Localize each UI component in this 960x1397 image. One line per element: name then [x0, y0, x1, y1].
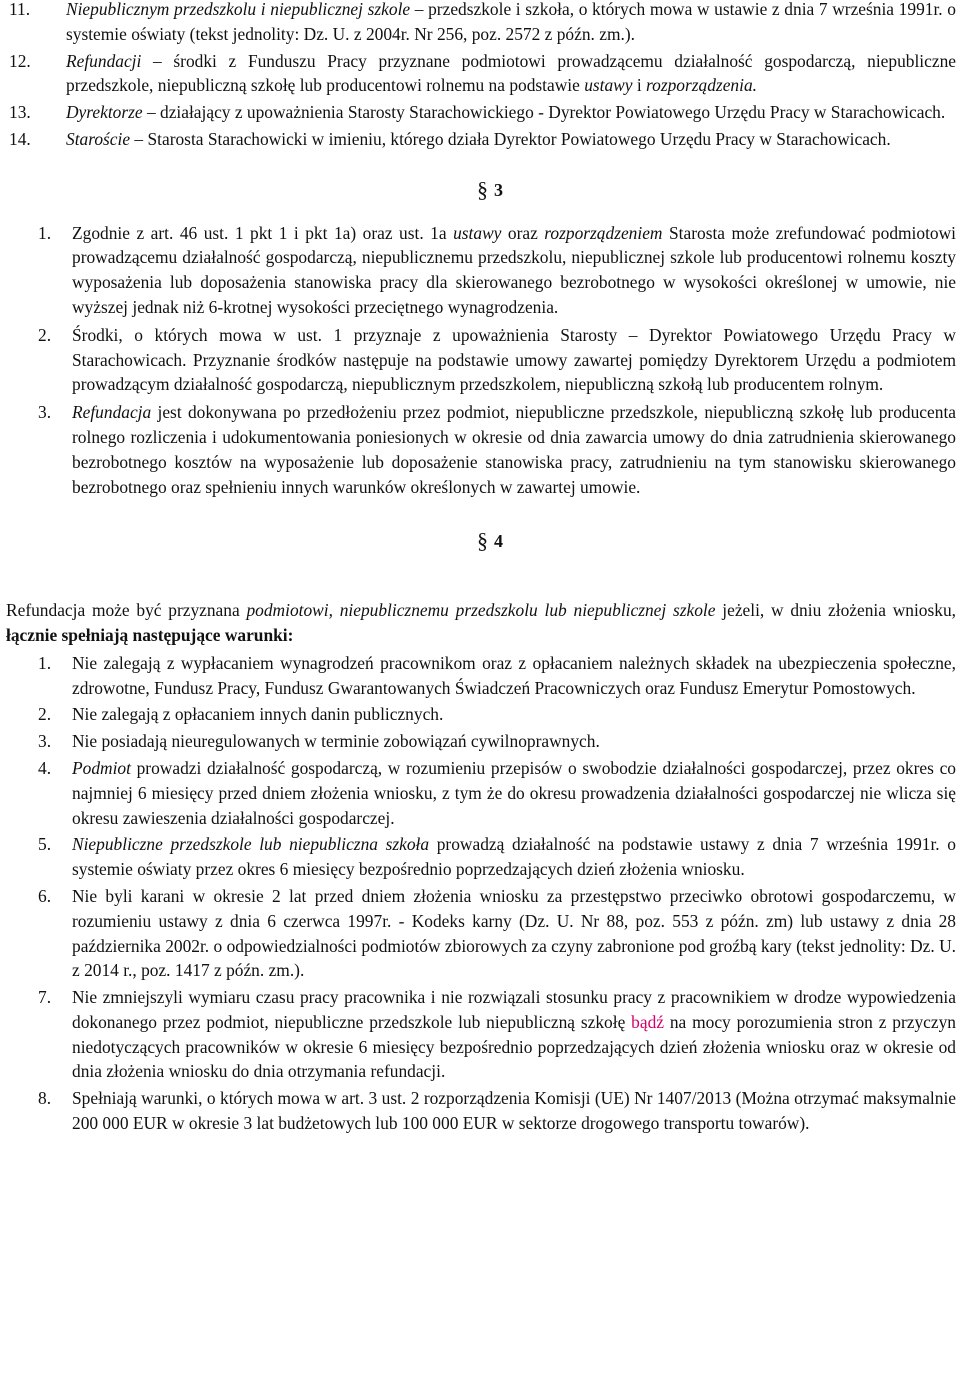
definition-item [6, 127, 956, 152]
text-run: – Starosta Starachowicki w imieniu, którego działa Dyrektor Powiatowego Urzędu Pracy w Starachowicach. [130, 128, 891, 149]
text-run: Nie posiadają nieuregulowanych w terminie zobowiązań cywilnoprawnych. [72, 731, 600, 752]
text-run: Nie byli karani w okresie 2 lat przed dniem złożenia wniosku za przestępstwo przeciwko obrotowi gospodarczemu, w rozumieniu ustawy z dnia 6 czerwca 1997r. - Kodeks karny (Dz. U. Nr 88, poz. 553 z późn. zm) lub ustawy z dnia 28 października 2002r. o odpowiedzialności podmiotów zbiorowych za czyny zabronione pod groźbą kary (tekst jednolity: Dz. U. z 2014 r., poz. 1417 z późn. zm.). [72, 885, 956, 981]
section-3-item [6, 323, 956, 397]
item-text [72, 729, 956, 754]
text-run: Podmiot [72, 757, 131, 778]
definitions-list [6, 0, 956, 152]
section-number: 4 [494, 531, 503, 552]
text-run: Nie zalegają z wypłacaniem wynagrodzeń pracownikom oraz z opłacaniem należnych składek na ubezpieczenia społeczne, zdrowotne, Fundusz Pracy, Fundusz Gwarantowanych Świadczeń Pracowniczych oraz Fundusz Emerytur Pomostowych. [72, 652, 956, 698]
text-run: łącznie spełniają następujące warunki: [6, 624, 294, 645]
text-run: Staroście [66, 128, 131, 149]
item-number: 7. [38, 987, 52, 1008]
item-number: 13. [9, 102, 31, 123]
condition-item [6, 702, 956, 727]
definition-item [6, 49, 956, 99]
item-number: 3. [38, 731, 52, 752]
item-number: 1. [38, 652, 52, 673]
text-run: prowadzi działalność gospodarczą, w rozumieniu przepisów o swobodzie działalności gospodarczej, przez okres co najmniej 6 miesięcy przed dniem złożenia wniosku, z tym że do okresu prowadzenia działalności gospodarczej nie wlicza się okresu zawieszenia działalności gospodarczej. [72, 757, 956, 828]
item-number: 3. [38, 402, 52, 423]
item-text [66, 0, 956, 47]
definition-item [6, 0, 956, 47]
item-number: 6. [38, 885, 52, 906]
text-run: Refundacja [72, 402, 152, 423]
text-run: jest dokonywana po przedłożeniu przez podmiot, niepubliczne przedszkole, niepubliczną szkołę lub producenta rolnego rozliczenia i udokumentowania poniesionych w okresie od dnia zawarcia umowy do dnia zatrudnienia skierowanego bezrobotnego kosztów na wyposażenie lub doposażenie stanowiska pracy, zatrudnieniu na tym stanowisku skierowanego bezrobotnego oraz spełnieniu innych warunków określonych w zawartej umowie. [72, 402, 956, 497]
text-run: prowadzą działalność na podstawie ustawy z dnia 7 września 1991r. o systemie oświaty przez okres 6 miesięcy bezpośrednio poprzedzających dzień złożenia wniosku. [72, 834, 956, 880]
text-run: Zgodnie z art. 46 ust. 1 pkt 1 i pkt 1a) oraz ust. 1a [72, 222, 454, 243]
item-number: 2. [38, 704, 52, 725]
text-run: Niepubliczne przedszkole lub niepubliczna szkoła [72, 834, 430, 855]
text-run: rozporządzeniem [544, 222, 663, 243]
section-heading-3 [6, 178, 956, 203]
text-run: Starosta może zrefundować podmiotowi prowadzącemu działalność gospodarczą, niepublicznemu przedszkolu, niepublicznej szkole lub producentowi rolnemu koszty wyposażenia lub doposażenia stanowiska pracy dla skierowanego bezrobotnego w wysokości określonej w umowie, nie wyższej jednak niż 6-krotnej wysokości przeciętnego wynagrodzenia. [72, 222, 956, 317]
text-run: i [632, 75, 647, 96]
section-3-list [6, 221, 956, 500]
item-number: 12. [9, 50, 31, 71]
text-run: Refundacji [66, 50, 142, 71]
paragraph-symbol: § [477, 176, 488, 202]
condition-item [6, 756, 956, 830]
section-3-item [6, 400, 956, 499]
condition-item [6, 832, 956, 882]
condition-item [6, 1086, 956, 1136]
item-text [72, 651, 956, 701]
item-text [72, 756, 956, 830]
item-number: 8. [38, 1088, 52, 1109]
item-text [72, 832, 956, 882]
item-number: 4. [38, 757, 52, 778]
item-number: 2. [38, 324, 52, 345]
text-run: Środki, o których mowa w ust. 1 przyznaje z upoważnienia Starosty – Dyrektor Powiatowego Urzędu Pracy w Starachowicach. Przyznanie środków następuje na podstawie umowy zawartej pomiędzy Dyrektorem Urzędu a podmiotem prowadzącym działalność gospodarczą, niepublicznym przedszkolem, niepubliczną szkołą lub producentem rolnym. [72, 324, 956, 395]
condition-item [6, 884, 956, 983]
text-run: – środki z Funduszu Pracy przyznane podmiotowi prowadzącemu działalność gospodarczą, niepubliczne przedszkole, niepubliczną szkołę lub producentowi rolnemu na podstawie [66, 50, 956, 96]
item-number: 1. [38, 222, 52, 243]
item-number: 5. [38, 834, 52, 855]
condition-item [6, 651, 956, 701]
text-run: bądź [631, 1011, 664, 1032]
text-run: – przedszkole i szkoła, o których mowa w ustawie z dnia 7 września 1991r. o systemie oświaty (tekst jednolity: Dz. U. z 2004r. Nr 256, poz. 2572 z późn. zm.). [66, 0, 956, 44]
text-run: – działający z upoważnienia Starosty Starachowickiego - Dyrektor Powiatowego Urzędu Pracy w Starachowicach. [142, 102, 946, 123]
item-text [72, 221, 956, 320]
item-text [72, 702, 956, 727]
item-text [66, 100, 956, 125]
text-run: na mocy porozumienia stron z przyczyn niedotyczących pracowników w okresie 6 miesięcy bezpośrednio poprzedzających dzień złożenia wniosku oraz w okresie od dnia złożenia wniosku do dnia otrzymania refundacji. [72, 1011, 956, 1082]
condition-item [6, 985, 956, 1084]
item-text [72, 985, 956, 1084]
text-run: Niepublicznym przedszkolu i niepublicznej szkole [66, 0, 411, 19]
item-number: 11. [9, 0, 31, 19]
item-text [72, 400, 956, 499]
text-run: ustawy [453, 222, 502, 243]
item-text [66, 127, 956, 152]
item-text [72, 884, 956, 983]
item-text [72, 1086, 956, 1136]
text-run: oraz [501, 222, 545, 243]
text-run: ustawy [584, 75, 633, 96]
section-heading-4 [6, 529, 956, 554]
text-run: jeżeli, w dniu złożenia wniosku, [715, 600, 957, 621]
section-number: 3 [494, 179, 503, 200]
text-run: Dyrektorze [66, 102, 143, 123]
text-run: rozporządzenia. [646, 75, 757, 96]
definition-item [6, 100, 956, 125]
text-run: Nie zmniejszyli wymiaru czasu pracy pracownika i nie rozwiązali stosunku pracy z pracownikiem w drodze wypowiedzenia dokonanego przez podmiot, niepubliczne przedszkole lub niepubliczną szkołę [72, 987, 956, 1032]
section-4-intro [6, 598, 956, 648]
text-run: Spełniają warunki, o których mowa w art. 3 ust. 2 rozporządzenia Komisji (UE) Nr 1407/2013 (Można otrzymać maksymalnie 200 000 EUR w okresie 3 lat budżetowych lub 100 000 EUR w sektorze drogowego transportu towarów). [72, 1088, 956, 1134]
section-4-conditions-list [6, 651, 956, 1136]
text-run: podmiotowi, niepublicznemu przedszkolu lub niepublicznej szkole [246, 600, 716, 621]
section-3-item [6, 221, 956, 320]
condition-item [6, 729, 956, 754]
item-text [66, 49, 956, 99]
text-run: Nie zalegają z opłacaniem innych danin publicznych. [72, 704, 444, 725]
text-run: Refundacja może być przyznana [6, 600, 247, 621]
paragraph-symbol: § [477, 528, 488, 554]
item-number: 14. [9, 128, 31, 149]
item-text [72, 323, 956, 397]
